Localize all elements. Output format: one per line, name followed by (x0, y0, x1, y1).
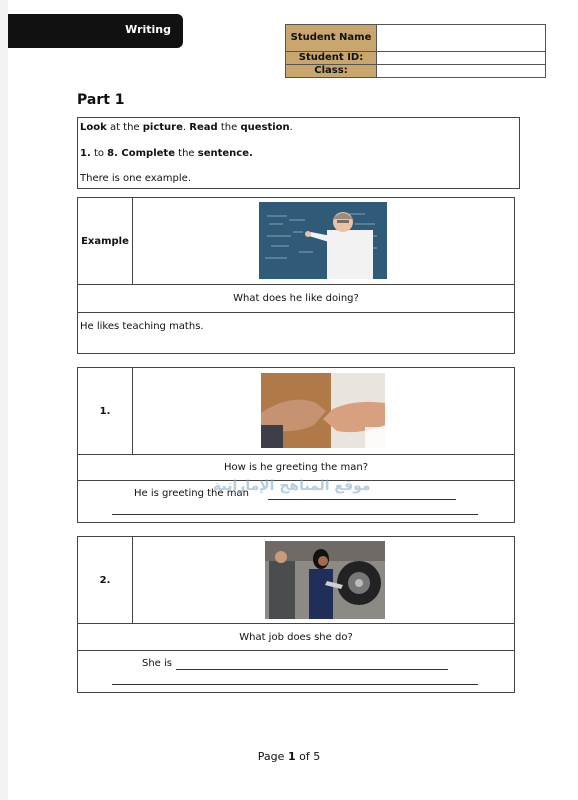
question-card-2 (77, 536, 515, 693)
question-card-1 (77, 367, 515, 523)
answer-line-1b[interactable] (112, 514, 478, 515)
student-name-field[interactable] (377, 25, 546, 52)
answer-row-2[interactable] (78, 650, 514, 692)
question-number-1: 1. (78, 368, 133, 454)
instruction-line-3: There is one example. (80, 173, 191, 184)
answer-line-1a[interactable] (268, 499, 456, 500)
instructions-box (77, 117, 520, 189)
example-question-row (78, 284, 514, 313)
example-card (77, 197, 515, 354)
student-name-label: Student Name (286, 25, 377, 52)
mechanic-picture (265, 541, 385, 619)
section-tab (8, 14, 183, 48)
question-number-2: 2. (78, 537, 133, 623)
instruction-line-2: 1. to 8. Complete the sentence. (80, 148, 253, 159)
part-title: Part 1 (77, 92, 125, 108)
answer-prefix-1: He is greeting the man (134, 488, 249, 499)
example-answer-row (78, 312, 514, 353)
student-id-field[interactable] (377, 52, 546, 65)
example-question: What does he like doing? (233, 293, 359, 304)
student-info-table (285, 24, 546, 78)
class-label: Class: (286, 65, 377, 78)
question-text-1: How is he greeting the man? (223, 462, 369, 473)
question-row-2 (78, 623, 514, 651)
example-label: Example (78, 198, 133, 284)
question-row-1 (78, 454, 514, 481)
watermark-logo: موقع المناهج الإماراتية (213, 478, 371, 494)
answer-prefix-2: She is (142, 658, 173, 669)
example-answer: He likes teaching maths. (80, 321, 204, 332)
answer-line-2b[interactable] (112, 684, 478, 685)
instruction-line-1: Look at the picture. Read the question. (80, 122, 293, 133)
handshake-picture (261, 373, 385, 448)
teacher-picture (259, 202, 387, 279)
class-field[interactable] (377, 65, 546, 78)
answer-line-2a[interactable] (176, 669, 448, 670)
page-indicator: Page 1 of 5 (257, 750, 321, 763)
student-id-label: Student ID: (286, 52, 377, 65)
section-tab-label: Writing (125, 23, 171, 36)
question-text-2: What job does she do? (239, 632, 353, 643)
